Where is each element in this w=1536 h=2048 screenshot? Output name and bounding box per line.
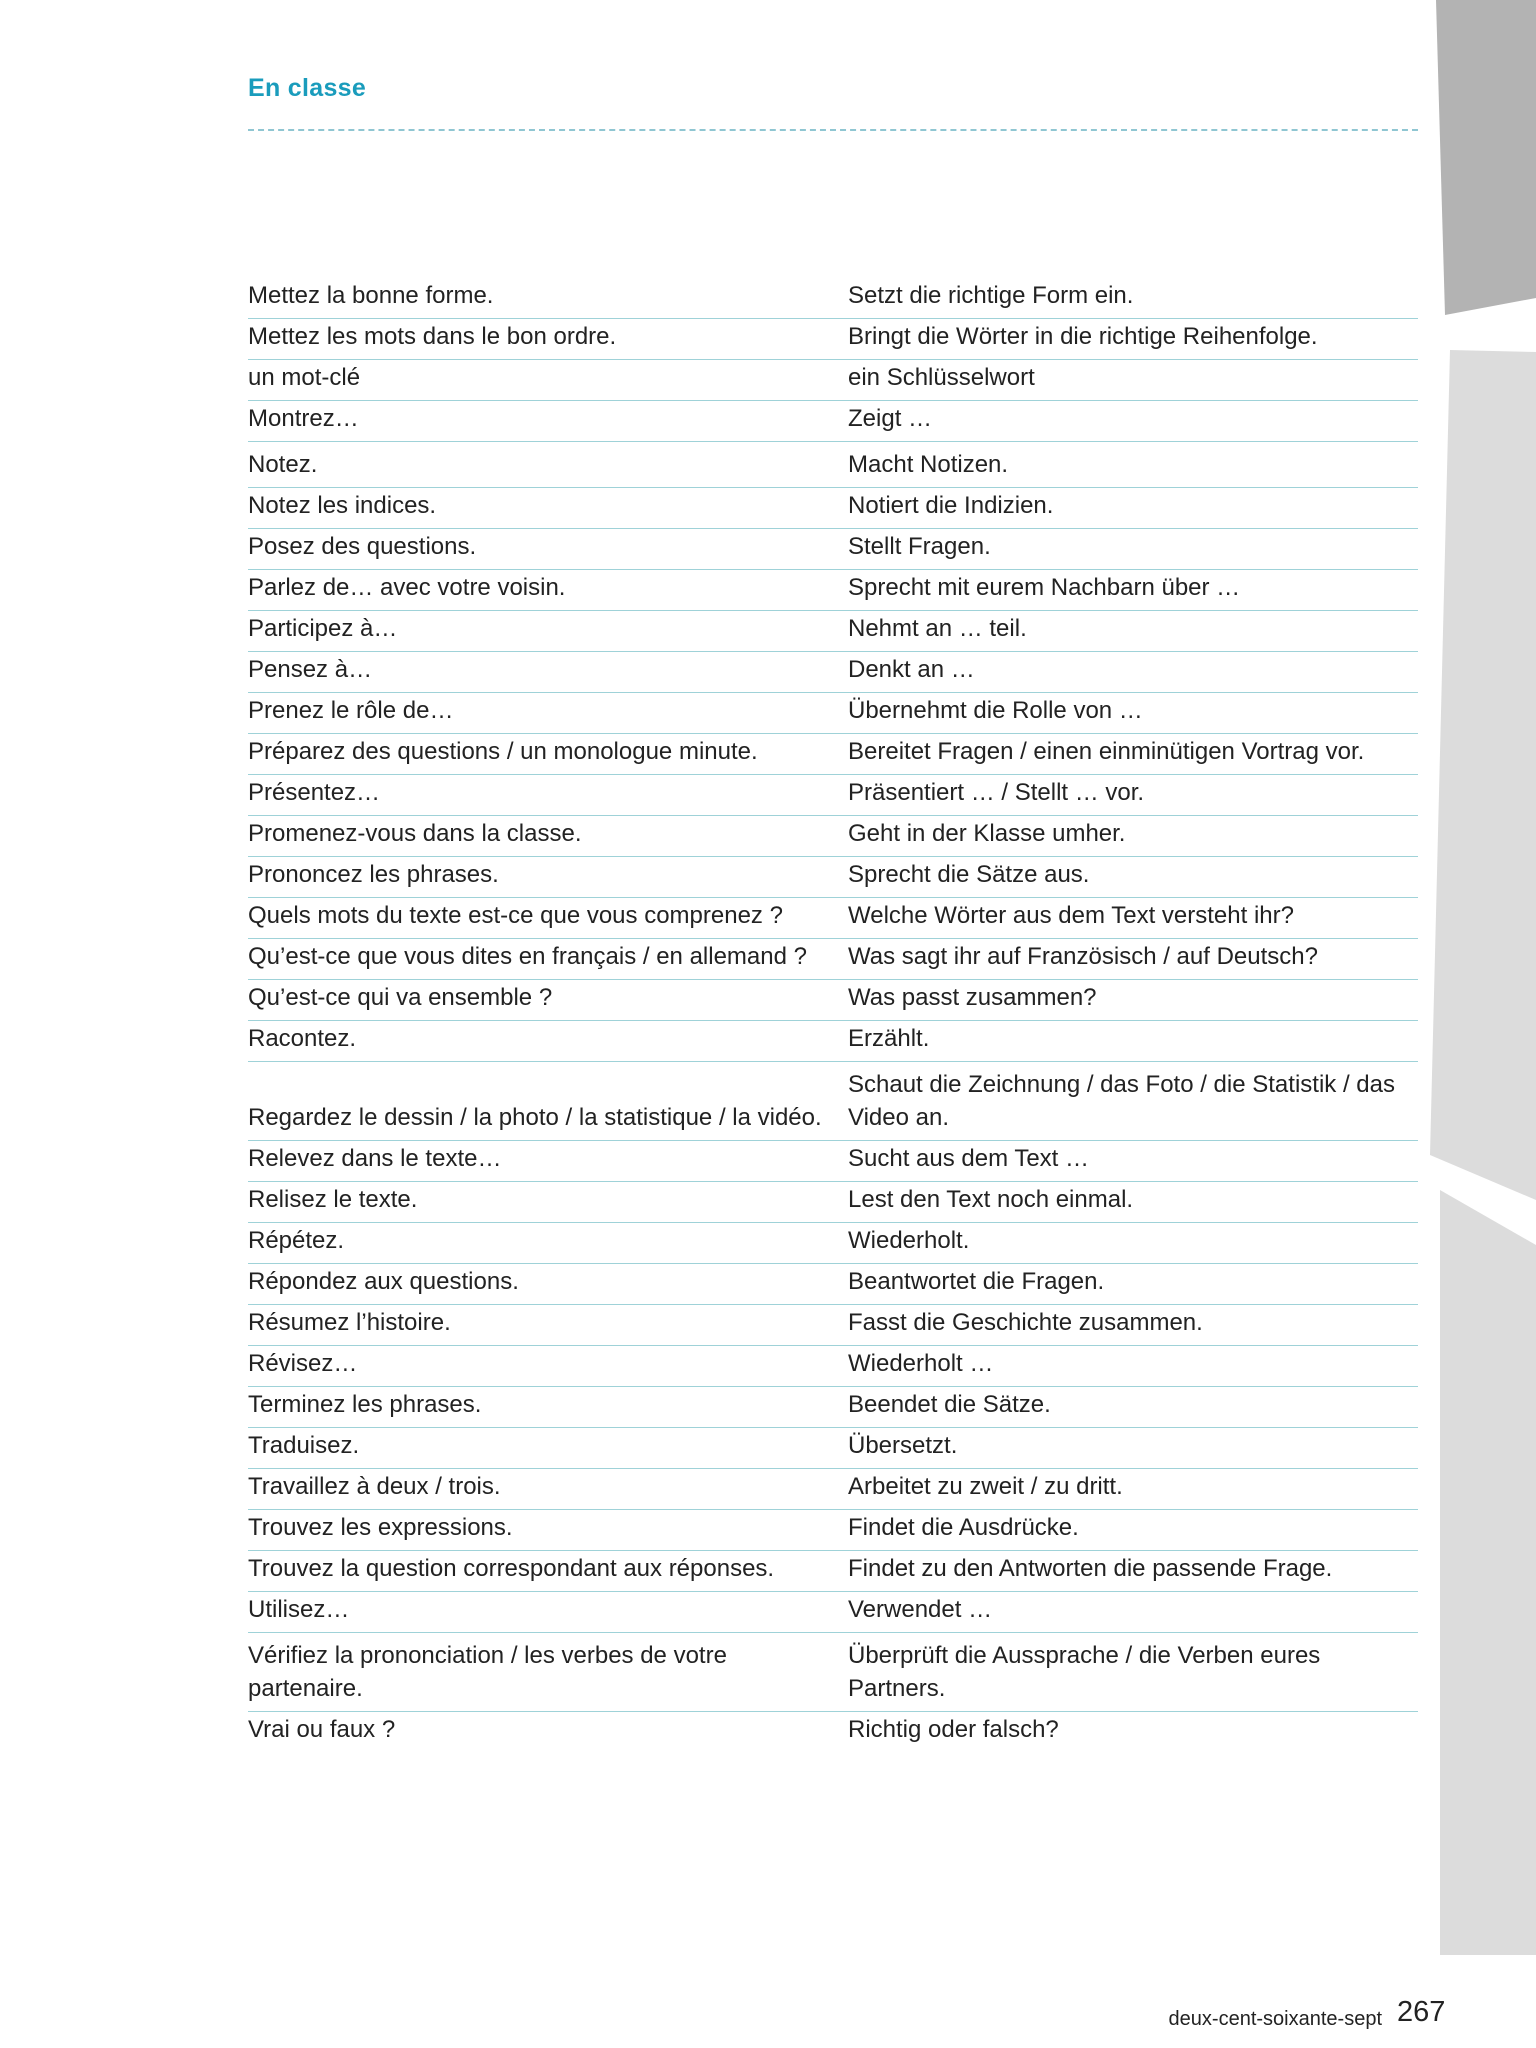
french-phrase: Relevez dans le texte…	[248, 1141, 848, 1182]
vocabulary-table	[248, 278, 1418, 1752]
german-translation: Arbeitet zu zweit / zu dritt.	[848, 1469, 1418, 1510]
table-row	[248, 1305, 1418, 1346]
french-phrase: Révisez…	[248, 1346, 848, 1387]
french-phrase: Pensez à…	[248, 652, 848, 693]
german-translation: Schaut die Zeichnung / das Foto / die Statistik / das Video an.	[848, 1062, 1418, 1141]
french-phrase: Mettez la bonne forme.	[248, 278, 848, 319]
german-translation: Beendet die Sätze.	[848, 1387, 1418, 1428]
french-phrase: Utilisez…	[248, 1592, 848, 1633]
german-translation: ein Schlüsselwort	[848, 360, 1418, 401]
dashed-divider	[248, 129, 1418, 131]
french-phrase: Notez les indices.	[248, 488, 848, 529]
table-row	[248, 980, 1418, 1021]
french-phrase: Notez.	[248, 442, 848, 488]
french-phrase: Préparez des questions / un monologue minute.	[248, 734, 848, 775]
german-translation: Übernehmt die Rolle von …	[848, 693, 1418, 734]
french-phrase: Prenez le rôle de…	[248, 693, 848, 734]
german-translation: Wiederholt.	[848, 1223, 1418, 1264]
german-translation: Erzählt.	[848, 1021, 1418, 1062]
german-translation: Denkt an …	[848, 652, 1418, 693]
german-translation: Sucht aus dem Text …	[848, 1141, 1418, 1182]
german-translation: Setzt die richtige Form ein.	[848, 278, 1418, 319]
german-translation: Notiert die Indizien.	[848, 488, 1418, 529]
french-phrase: Qu’est-ce qui va ensemble ?	[248, 980, 848, 1021]
german-translation: Nehmt an … teil.	[848, 611, 1418, 652]
table-row	[248, 1551, 1418, 1592]
table-row	[248, 939, 1418, 980]
french-phrase: Trouvez les expressions.	[248, 1510, 848, 1551]
german-translation: Lest den Text noch einmal.	[848, 1182, 1418, 1223]
german-translation: Was sagt ihr auf Französisch / auf Deutsch?	[848, 939, 1418, 980]
german-translation: Welche Wörter aus dem Text versteht ihr?	[848, 898, 1418, 939]
french-phrase: Posez des questions.	[248, 529, 848, 570]
french-phrase: Vrai ou faux ?	[248, 1716, 396, 1743]
french-phrase: Présentez…	[248, 775, 848, 816]
table-row	[248, 1469, 1418, 1510]
french-phrase: Participez à…	[248, 611, 848, 652]
german-translation: Präsentiert … / Stellt … vor.	[848, 775, 1418, 816]
german-translation: Sprecht mit eurem Nachbarn über …	[848, 570, 1418, 611]
french-phrase: Terminez les phrases.	[248, 1387, 848, 1428]
french-phrase: Qu’est-ce que vous dites en français / en allemand ?	[248, 939, 848, 980]
french-phrase: Traduisez.	[248, 1428, 848, 1469]
table-row	[248, 360, 1418, 401]
table-row	[248, 816, 1418, 857]
table-row	[248, 1712, 1418, 1753]
table-row	[248, 734, 1418, 775]
german-translation: Bereitet Fragen / einen einminütigen Vortrag vor.	[848, 734, 1418, 775]
table-row	[248, 529, 1418, 570]
french-phrase: Vérifiez la prononciation / les verbes de votre partenaire.	[248, 1633, 848, 1712]
table-row	[248, 1062, 1418, 1141]
french-phrase: Regardez le dessin / la photo / la statistique / la vidéo.	[248, 1062, 848, 1141]
table-row	[248, 1592, 1418, 1633]
table-row	[248, 442, 1418, 488]
table-row	[248, 1264, 1418, 1305]
french-phrase: Parlez de… avec votre voisin.	[248, 570, 848, 611]
table-row	[248, 488, 1418, 529]
german-translation: Beantwortet die Fragen.	[848, 1264, 1418, 1305]
table-row	[248, 1387, 1418, 1428]
french-phrase: Prononcez les phrases.	[248, 857, 848, 898]
edge-tab-light-upper	[1430, 350, 1536, 1200]
table-row	[248, 693, 1418, 734]
french-phrase: Répondez aux questions.	[248, 1264, 848, 1305]
german-translation: Zeigt …	[848, 401, 1418, 442]
table-row	[248, 278, 1418, 319]
german-translation: Richtig oder falsch?	[848, 1716, 1059, 1743]
edge-tab-dark	[1436, 0, 1536, 315]
french-phrase: Mettez les mots dans le bon ordre.	[248, 319, 848, 360]
german-translation: Findet zu den Antworten die passende Frage.	[848, 1551, 1418, 1592]
table-row	[248, 570, 1418, 611]
table-row	[248, 1021, 1418, 1062]
table-row	[248, 1223, 1418, 1264]
french-phrase: Trouvez la question correspondant aux réponses.	[248, 1551, 848, 1592]
german-translation: Bringt die Wörter in die richtige Reihenfolge.	[848, 319, 1418, 360]
french-phrase: un mot-clé	[248, 360, 848, 401]
french-phrase: Répétez.	[248, 1223, 848, 1264]
table-row	[248, 1633, 1418, 1712]
table-row	[248, 1182, 1418, 1223]
german-translation: Stellt Fragen.	[848, 529, 1418, 570]
german-translation: Sprecht die Sätze aus.	[848, 857, 1418, 898]
german-translation: Geht in der Klasse umher.	[848, 816, 1418, 857]
table-row	[248, 1141, 1418, 1182]
german-translation: Fasst die Geschichte zusammen.	[848, 1305, 1418, 1346]
german-translation: Was passt zusammen?	[848, 980, 1418, 1021]
table-row	[248, 857, 1418, 898]
french-phrase: Travaillez à deux / trois.	[248, 1469, 848, 1510]
table-row	[248, 898, 1418, 939]
page-number: 267	[1397, 1996, 1446, 2028]
table-row	[248, 1510, 1418, 1551]
german-translation: Übersetzt.	[848, 1428, 1418, 1469]
german-translation: Überprüft die Aussprache / die Verben eures Partners.	[848, 1633, 1418, 1712]
german-translation: Wiederholt …	[848, 1346, 1418, 1387]
table-row	[248, 1428, 1418, 1469]
french-phrase: Promenez-vous dans la classe.	[248, 816, 848, 857]
german-translation: Findet die Ausdrücke.	[848, 1510, 1418, 1551]
table-row	[248, 611, 1418, 652]
table-row	[248, 775, 1418, 816]
edge-tab-light-lower	[1440, 1190, 1536, 1955]
german-translation: Macht Notizen.	[848, 442, 1418, 488]
table-row	[248, 401, 1418, 442]
page-number-words: deux-cent-soixante-sept	[1168, 2008, 1382, 2030]
french-phrase: Quels mots du texte est-ce que vous comprenez ?	[248, 898, 848, 939]
table-row	[248, 319, 1418, 360]
section-title: En classe	[248, 74, 367, 102]
french-phrase: Montrez…	[248, 401, 848, 442]
german-translation: Verwendet …	[848, 1592, 1418, 1633]
french-phrase: Racontez.	[248, 1021, 848, 1062]
table-row	[248, 652, 1418, 693]
table-row	[248, 1346, 1418, 1387]
french-phrase: Relisez le texte.	[248, 1182, 848, 1223]
french-phrase: Résumez l’histoire.	[248, 1305, 848, 1346]
